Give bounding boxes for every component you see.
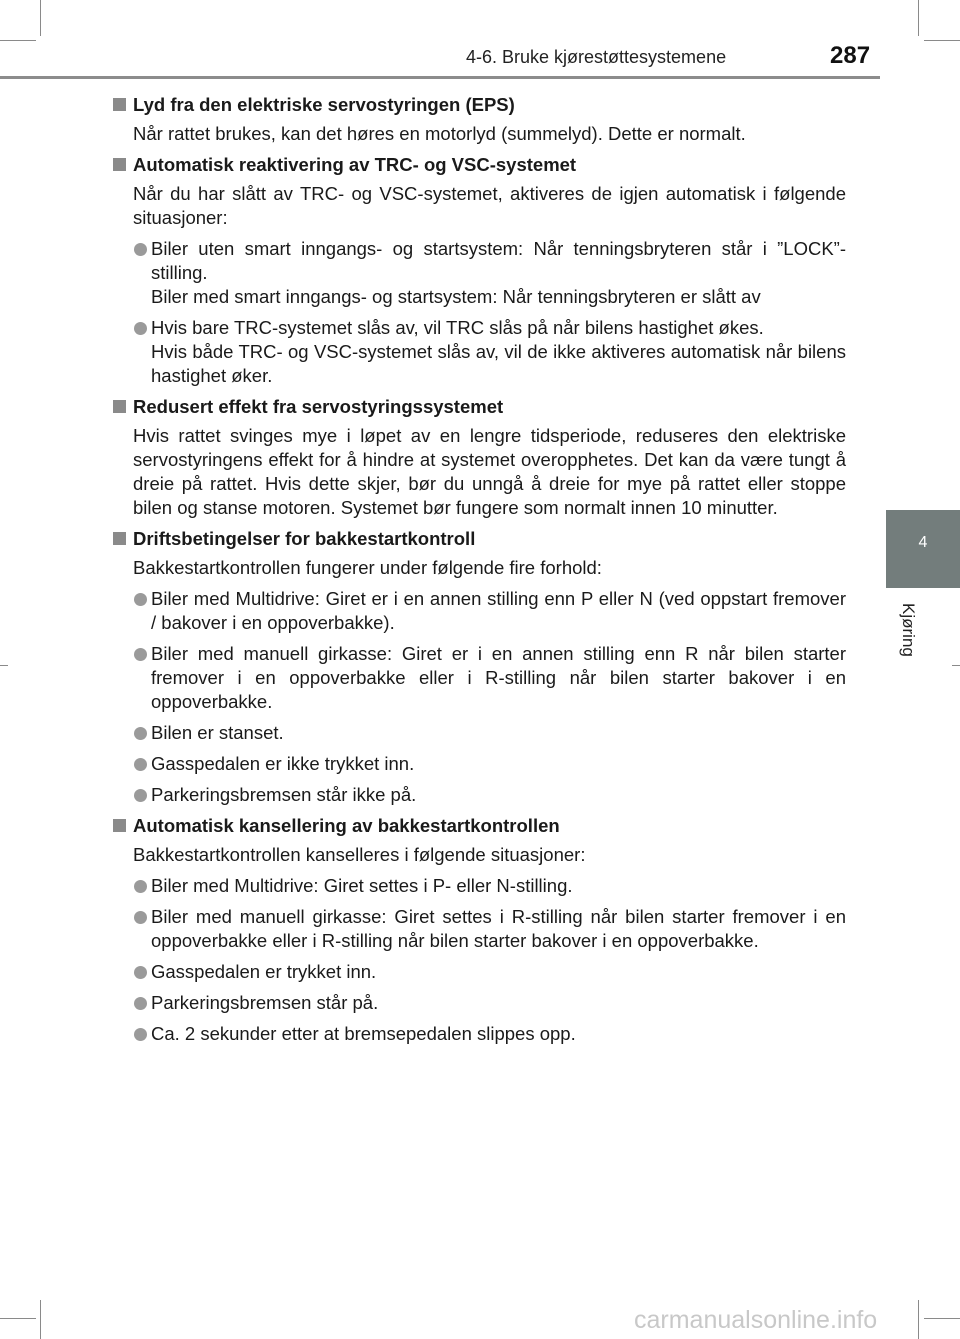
round-bullet-icon — [134, 243, 147, 256]
section — [112, 153, 846, 388]
round-bullet-icon — [134, 880, 147, 893]
crop-mark — [40, 0, 41, 36]
section-title-text: Driftsbetingelser for bakkestartkontroll — [133, 528, 476, 549]
round-bullet-icon — [134, 593, 147, 606]
bullet-item — [112, 642, 846, 714]
paragraph: Hvis rattet svinges mye i løpet av en lengre tidsperiode, reduseres den elektriske servostyringens effekt for å hindre at systemet overopphetes. Det kan da være tungt å dreie på rattet. Hvis dette skjer, bør du unngå å dreie for mye på rattet eller stoppe bilen og stanse motoren. Systemet bør fungere som normalt innen 10 minutter. — [133, 425, 846, 518]
bullet-text: Biler med Multidrive: Giret settes i P- eller N-stilling. — [151, 875, 573, 896]
bullet-text: Parkeringsbremsen står ikke på. — [151, 784, 417, 805]
section — [112, 527, 846, 807]
square-bullet-icon — [113, 532, 126, 545]
section-title-text: Redusert effekt fra servostyringssystemet — [133, 396, 504, 417]
crop-mark — [0, 1318, 36, 1319]
section-title — [112, 153, 846, 177]
bullet-item — [112, 1022, 846, 1046]
bullet-text: Ca. 2 sekunder etter at bremsepedalen slippes opp. — [151, 1023, 576, 1044]
section-title-text: Automatisk reaktivering av TRC- og VSC-systemet — [133, 154, 577, 175]
chapter-tab — [886, 510, 960, 588]
page-content — [112, 93, 846, 1053]
crop-mark — [918, 0, 919, 36]
paragraph: Bakkestartkontrollen kanselleres i følgende situasjoner: — [133, 844, 586, 865]
bullet-text: Biler med manuell girkasse: Giret er i en annen stilling enn R når bilen starter fremover i en oppoverbakke eller i R-stilling når bilen starter bakover i en oppoverbakke. — [151, 643, 846, 712]
section-title-text: Automatisk kansellering av bakkestartkontrollen — [133, 815, 560, 836]
round-bullet-icon — [134, 911, 147, 924]
square-bullet-icon — [113, 98, 126, 111]
page-number: 287 — [830, 42, 871, 69]
section — [112, 395, 846, 520]
crop-mark — [924, 1318, 960, 1319]
chapter-label: Kjøring — [899, 603, 918, 657]
crop-mark — [0, 40, 36, 41]
bullet-item — [112, 783, 846, 807]
bullet-text: Gasspedalen er trykket inn. — [151, 961, 377, 982]
header-rule — [0, 76, 880, 79]
crop-mark — [40, 1300, 41, 1339]
section-title — [112, 527, 846, 551]
bullet-item — [112, 905, 846, 953]
watermark: carmanualsonline.info — [634, 1306, 878, 1334]
bullet-item — [112, 960, 846, 984]
square-bullet-icon — [113, 400, 126, 413]
paragraph: Når rattet brukes, kan det høres en motorlyd (summelyd). Dette er normalt. — [133, 123, 746, 144]
bullet-item — [112, 587, 846, 635]
section — [112, 93, 846, 146]
round-bullet-icon — [134, 789, 147, 802]
round-bullet-icon — [134, 727, 147, 740]
bullet-item — [112, 721, 846, 745]
round-bullet-icon — [134, 997, 147, 1010]
bullet-text: Bilen er stanset. — [151, 722, 284, 743]
bullet-text: Gasspedalen er ikke trykket inn. — [151, 753, 415, 774]
bullet-text: Hvis både TRC- og VSC-systemet slås av, vil de ikke aktiveres automatisk når bilens hastighet øker. — [151, 341, 846, 386]
bullet-text: Hvis bare TRC-systemet slås av, vil TRC slås på når bilens hastighet økes. — [151, 317, 764, 338]
round-bullet-icon — [134, 1028, 147, 1041]
section — [112, 814, 846, 1046]
paragraph: Bakkestartkontrollen fungerer under følgende fire forhold: — [133, 557, 602, 578]
round-bullet-icon — [134, 758, 147, 771]
crop-mark — [924, 40, 960, 41]
bullet-text: Parkeringsbremsen står på. — [151, 992, 379, 1013]
section-title-text: Lyd fra den elektriske servostyringen (EPS) — [133, 94, 515, 115]
crop-mark — [918, 1300, 919, 1339]
bullet-item — [112, 991, 846, 1015]
round-bullet-icon — [134, 322, 147, 335]
section-title — [112, 395, 846, 419]
bullet-text: Biler uten smart inngangs- og startsystem: Når tenningsbryteren står i ”LOCK”-stilling. — [151, 238, 846, 283]
bullet-item — [112, 316, 846, 388]
bullet-text: Biler med manuell girkasse: Giret settes i R-stilling når bilen starter fremover i en oppoverbakke eller i R-stilling når bilen starter bakover i en oppoverbakke. — [151, 906, 846, 951]
square-bullet-icon — [113, 819, 126, 832]
chapter-number: 4 — [918, 534, 928, 551]
crop-mark — [0, 665, 8, 666]
section-title — [112, 93, 846, 117]
header-section-title: 4-6. Bruke kjørestøttesystemene — [466, 47, 727, 67]
bullet-item — [112, 874, 846, 898]
square-bullet-icon — [113, 158, 126, 171]
round-bullet-icon — [134, 648, 147, 661]
bullet-text: Biler med smart inngangs- og startsystem: Når tenningsbryteren er slått av — [151, 286, 761, 307]
paragraph: Når du har slått av TRC- og VSC-systemet, aktiveres de igjen automatisk i følgende situasjoner: — [133, 183, 846, 228]
bullet-text: Biler med Multidrive: Giret er i en annen stilling enn P eller N (ved oppstart fremover / bakover i en oppoverbakke). — [151, 588, 846, 633]
round-bullet-icon — [134, 966, 147, 979]
bullet-item — [112, 752, 846, 776]
bullet-item — [112, 237, 846, 309]
section-title — [112, 814, 846, 838]
crop-mark — [952, 665, 960, 666]
